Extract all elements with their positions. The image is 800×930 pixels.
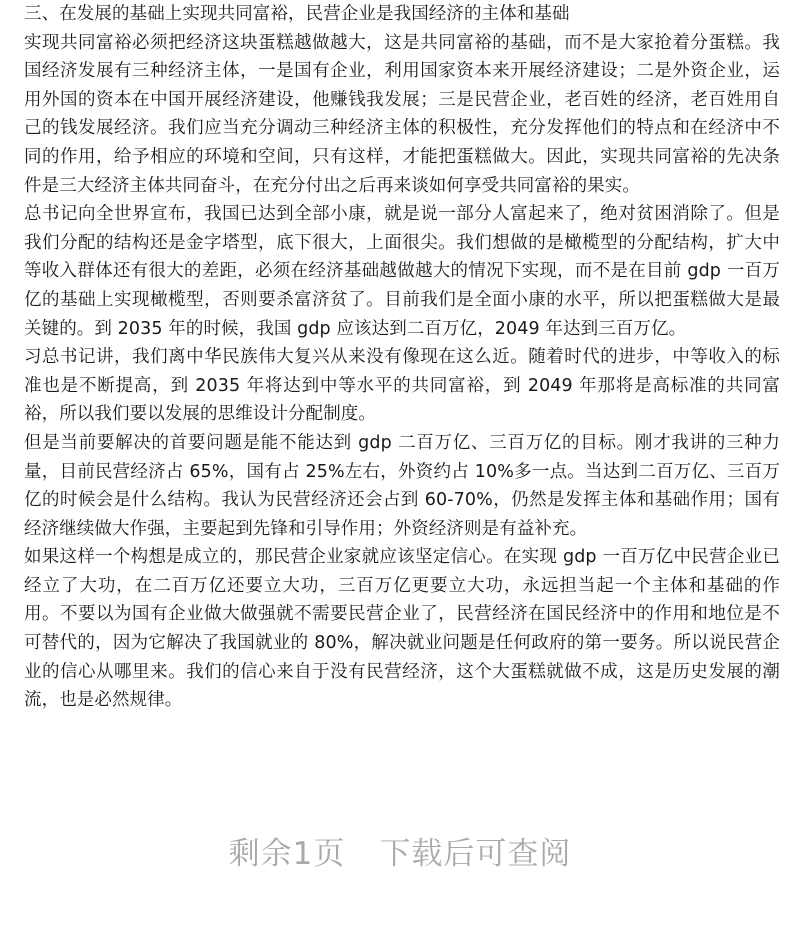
section-heading: 三、在发展的基础上实现共同富裕，民营企业是我国经济的主体和基础 [24, 4, 570, 24]
download-to-view-label: 下载后可查阅 [379, 836, 572, 872]
paragraph-3: 习总书记讲，我们离中华民族伟大复兴从来没有像现在这么近。随着时代的进步，中等收入的标准也是不断提高，到 2035 年将达到中等水平的共同富裕，到 2049 年那将是高标准的共同富裕，所以我们要以发展的思维设计分配制度。 [24, 347, 780, 425]
document-body [24, 0, 780, 715]
paragraph-2: 总书记向全世界宣布，我国已达到全部小康，就是说一部分人富起来了，绝对贫困消除了。但是我们分配的结构还是金字塔型，底下很大，上面很尖。我们想做的是橄榄型的分配结构，扩大中等收入群体还有很大的差距，必须在经济基础越做越大的情况下实现，而不是在目前 gdp 一百万亿的基础上实现橄榄型，否则要杀富济贫了。目前我们是全面小康的水平，所以把蛋糕做大是最关键的。到 2035 年的时候，我国 gdp 应该达到二百万亿，2049 年达到三百万亿。 [24, 204, 780, 339]
paragraph-1: 实现共同富裕必须把经济这块蛋糕越做越大，这是共同富裕的基础，而不是大家抢着分蛋糕。我国经济发展有三种经济主体，一是国有企业，利用国家资本来开展经济建设；二是外资企业，运用外国的资本在中国开展经济建设，他赚钱我发展；三是民营企业，老百姓的经济，老百姓用自己的钱发展经济。我们应当充分调动三种经济主体的积极性，充分发挥他们的特点和在经济中不同的作用，给予相应的环境和空间，只有这样，才能把蛋糕做大。因此，实现共同富裕的先决条件是三大经济主体共同奋斗，在充分付出之后再来谈如何享受共同富裕的果实。 [24, 32, 780, 196]
paragraph-5: 如果这样一个构想是成立的，那民营企业家就应该坚定信心。在实现 gdp 一百万亿中民营企业已经立了大功，在二百万亿还要立大功，三百万亿更要立大功，永远担当起一个主体和基础的作用。不要以为国有企业做大做强就不需要民营企业了，民营经济在国民经济中的作用和地位是不可替代的，因为它解决了我国就业的 80%，解决就业问题是任何政府的第一要务。所以说民营企业的信心从哪里来。我们的信心来自于没有民营经济，这个大蛋糕就做不成，这是历史发展的潮流，也是必然规律。 [24, 547, 780, 711]
remaining-pages-label: 剩余1页 [228, 836, 346, 872]
download-prompt[interactable] [0, 828, 800, 873]
paragraph-4: 但是当前要解决的首要问题是能不能达到 gdp 二百万亿、三百万亿的目标。刚才我讲的三种力量，目前民营经济占 65%，国有占 25%左右，外资约占 10%多一点。当达到二百万亿、三百万亿的时候会是什么结构。我认为民营经济还会占到 60-70%，仍然是发挥主体和基础作用；国有经济继续做大作强，主要起到先锋和引导作用；外资经济则是有益补充。 [24, 432, 780, 539]
